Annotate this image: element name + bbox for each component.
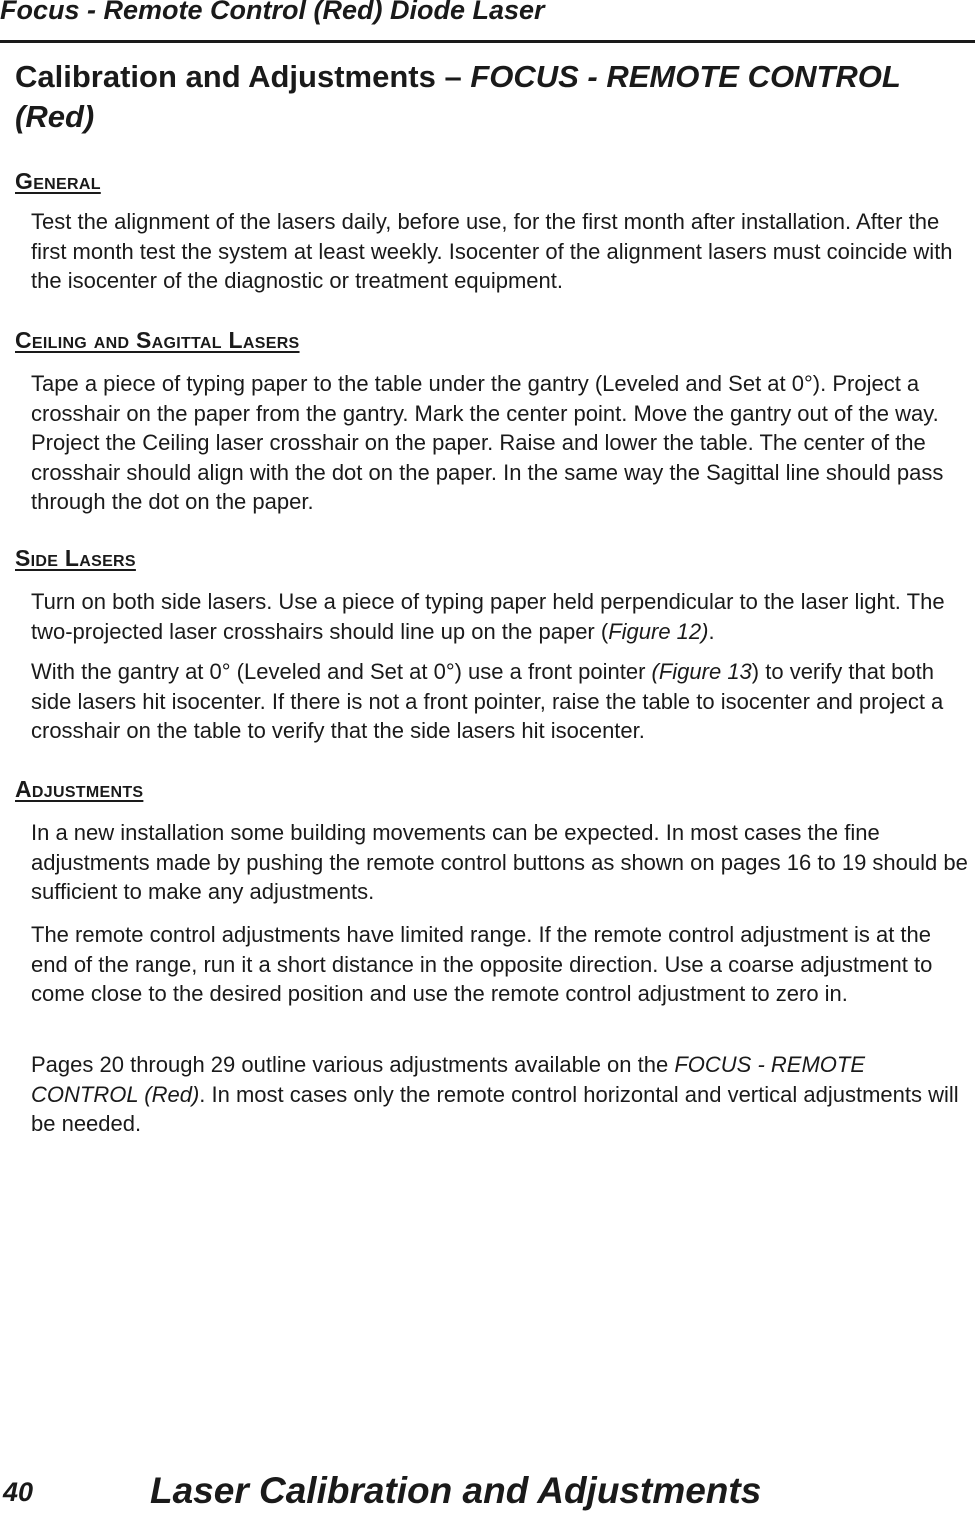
ceiling-sagittal-paragraph: Tape a piece of typing paper to the table under the gantry (Leveled and Set at 0°). Project a crosshair on the paper from the gantry. Mark the center point. Move the gantry out of the way. Project the Ceiling laser crosshair on the paper. Raise and lower the table. The center of the crosshair should align with the dot on the paper. In the same way the Sagittal line should pass through the dot on the paper. <box>31 371 944 514</box>
adjustments-paragraph-1: In a new installation some building movements can be expected. In most cases the fine adjustments made by pushing the remote control buttons as shown on pages 16 to 19 should be sufficient to make any adjustments. <box>31 820 968 904</box>
side-p2-text-a: With the gantry at 0° (Leveled and Set at 0°) use a front pointer <box>31 659 652 684</box>
section-heading-adjustments: Adjustments <box>15 776 144 802</box>
general-paragraph: Test the alignment of the lasers daily, before use, for the first month after installation. After the first month test the system at least weekly. Isocenter of the alignment lasers must coincide with the isocenter of the diagnostic or treatment equipment. <box>31 209 953 293</box>
section-heading-ceiling-sagittal: Ceiling and Sagittal Lasers <box>15 327 300 353</box>
figure-12-reference: Figure 12) <box>608 618 709 644</box>
adj-p3-text-b: . In most cases only the remote control horizontal and vertical adjustments will be needed. <box>31 1081 959 1136</box>
product-name-reference: FOCUS - REMOTE CONTROL (Red) <box>31 1052 865 1107</box>
side-lasers-paragraph-1 <box>31 587 971 646</box>
section-heading-side-lasers: Side Lasers <box>15 545 136 571</box>
adj-p3-text-a: Pages 20 through 29 outline various adjustments available on the <box>31 1052 675 1077</box>
figure-13-reference: (Figure 13 <box>651 659 752 684</box>
side-lasers-paragraph-2 <box>31 657 971 746</box>
page-number: 40 <box>3 1477 34 1507</box>
adjustments-paragraph-2: The remote control adjustments have limited range. If the remote control adjustment is at the end of the range, run it a short distance in the opposite direction. Use a coarse adjustment to come close to the desired position and use the remote control adjustment to zero in. <box>31 922 933 1006</box>
page-title <box>15 57 960 137</box>
footer-title: Laser Calibration and Adjustments <box>150 1470 762 1511</box>
side-p2-text-b: ) to verify that both side lasers hit isocenter. If there is not a front pointer, raise the table to isocenter and project a crosshair on the table to verify that the side lasers hit isocenter. <box>31 659 944 743</box>
header-rule <box>0 40 975 43</box>
running-header: Focus - Remote Control (Red) Diode Laser <box>0 0 545 25</box>
side-p1-text-a: Turn on both side lasers. Use a piece of typing paper held perpendicular to the laser light. The two-projected laser crosshairs should line up on the paper ( <box>31 589 945 644</box>
page-title-product: FOCUS - REMOTE CONTROL (Red) <box>15 59 901 134</box>
adjustments-paragraph-3 <box>31 1050 971 1139</box>
page-title-lead: Calibration and Adjustments – <box>15 59 471 94</box>
section-heading-general: General <box>15 168 101 194</box>
side-p1-text-b: . <box>708 618 715 644</box>
